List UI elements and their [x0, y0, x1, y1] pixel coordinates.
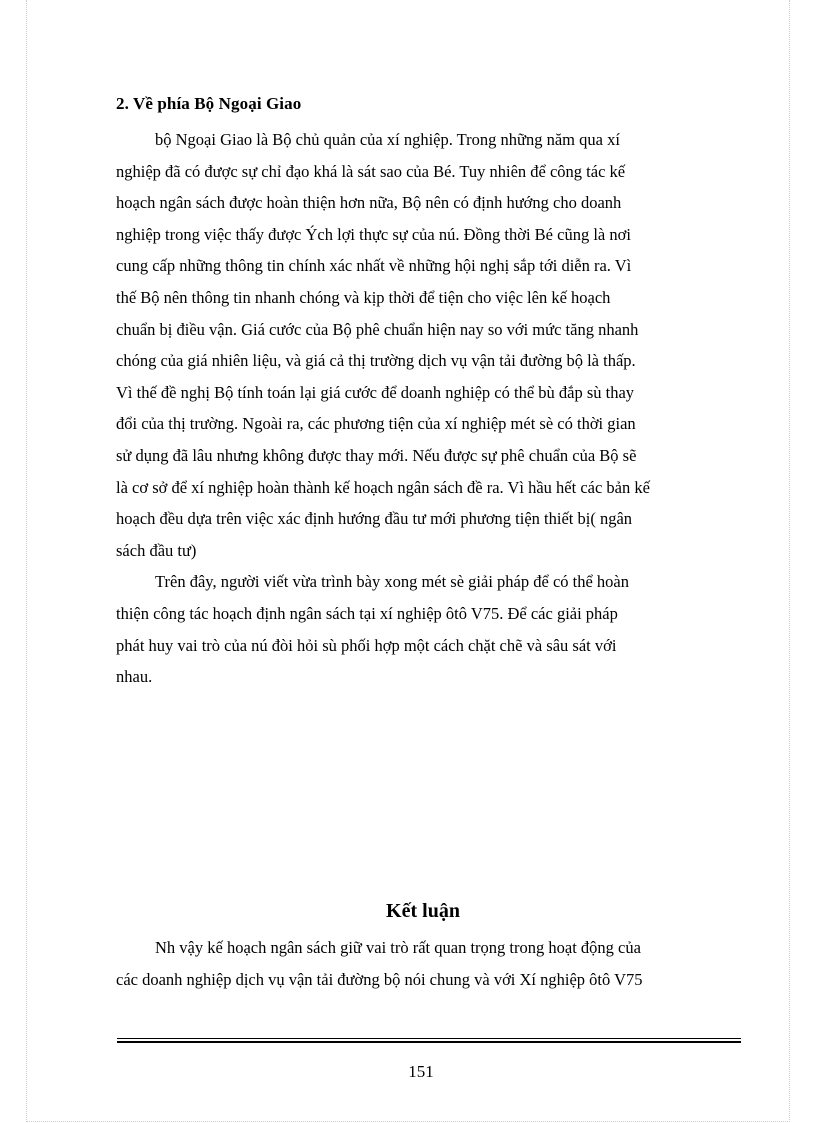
text-line: Vì thế đề nghị Bộ tính toán lại giá cước để doanh nghiệp có thể bù đắp sù thay	[116, 382, 635, 402]
word: sách	[116, 540, 146, 560]
paragraph-ministry	[116, 124, 738, 693]
text-line: bộ Ngoại Giao là Bộ chủ quản của xí nghiệp. Trong những năm qua xí	[155, 130, 620, 149]
footer-rule-thick	[117, 1041, 741, 1043]
text-line: thế Bộ nên thông tin nhanh chóng và kịp thời để tiện cho việc lên kế hoạch	[116, 287, 611, 307]
page-number: 151	[408, 1062, 434, 1081]
text-line: chóng của giá nhiên liệu, và giá cả thị trường dịch vụ vận tải đường bộ là thấp.	[116, 351, 636, 371]
text-line: Nh vậy kế hoạch ngân sách giữ vai trò rất quan trọng trong hoạt động của	[155, 938, 641, 957]
word: tư)	[177, 540, 197, 560]
text-line: hoạch ngân sách được hoàn thiện hơn nữa, Bộ nên có định hướng cho doanh	[116, 193, 622, 213]
paragraph-conclusion	[116, 932, 738, 995]
text-line: phát huy vai trò của nú đòi hỏi sù phối hợp một cách chặt chẽ và sâu sát với	[116, 635, 617, 655]
conclusion-title: Kết luận	[386, 900, 460, 922]
text-line: thiện công tác hoạch định ngân sách tại xí nghiệp ôtô V75. Để các giải pháp	[116, 603, 618, 623]
text-line: sử dụng đã lâu nhưng không được thay mới. Nếu được sự phê chuẩn của Bộ sẽ	[116, 445, 637, 465]
text-line: chuẩn bị điều vận. Giá cước của Bộ phê chuẩn hiện nay so với mức tăng nhanh	[116, 319, 639, 339]
text-line: là cơ sở để xí nghiệp hoàn thành kế hoạch ngân sách đề ra. Vì hầu hết các bản kế	[116, 477, 650, 497]
section-heading: 2. Về phía Bộ Ngoại Giao	[116, 94, 302, 113]
footer-rule-thin	[117, 1038, 741, 1039]
text-line: đổi của thị trường. Ngoài ra, các phương tiện của xí nghiệp mét sè có thời gian	[116, 414, 636, 434]
text-line: nhau.	[116, 667, 153, 687]
text-line: các doanh nghiệp dịch vụ vận tải đường bộ nói chung và với Xí nghiệp ôtô V75	[116, 969, 643, 989]
text-line: Trên đây, người viết vừa trình bày xong mét sè giải pháp để có thể hoàn	[155, 572, 629, 592]
text-line: nghiệp trong việc thấy được Ých lợi thực sự của nú. Đồng thời Bé cũng là nơi	[116, 224, 631, 244]
word: đầu	[149, 540, 174, 560]
text-line: hoạch đều dựa trên việc xác định hướng đầu tư mới phương tiện thiết bị( ngân	[116, 509, 633, 529]
text-line: nghiệp đã có được sự chỉ đạo khá là sát sao của Bé. Tuy nhiên để công tác kế	[116, 161, 626, 181]
text-line: cung cấp những thông tin chính xác nhất về những hội nghị sắp tới diễn ra. Vì	[116, 256, 632, 276]
justified-last-line	[116, 535, 738, 567]
